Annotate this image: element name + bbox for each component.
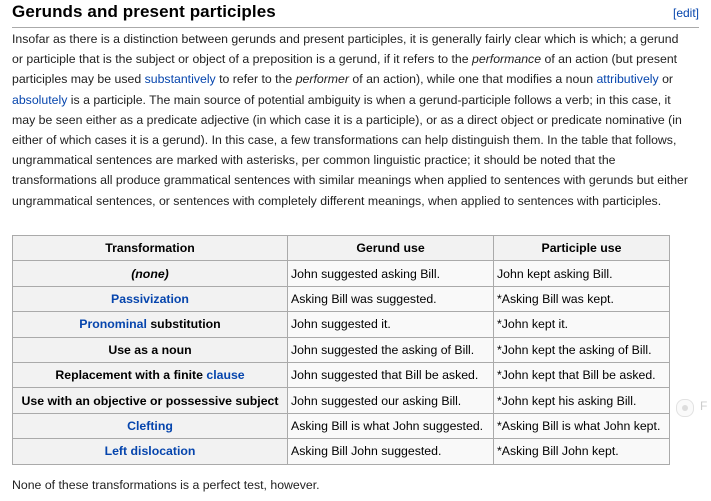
table-row: [13, 286, 670, 311]
link-clefting[interactable]: Clefting: [127, 418, 173, 433]
participle-cell: *Asking Bill is what John kept.: [494, 413, 670, 438]
link-substantively[interactable]: substantively: [144, 72, 216, 87]
row-header: [13, 337, 288, 362]
paragraph-text-4: of an action), while one that modifies a noun: [349, 72, 597, 87]
row-header: [13, 286, 288, 311]
row-header: [13, 388, 288, 413]
row-header: [13, 362, 288, 387]
gerund-cell: Asking Bill John suggested.: [288, 439, 494, 464]
gerund-cell: Asking Bill is what John suggested.: [288, 413, 494, 438]
row-header: [13, 312, 288, 337]
link-attributively[interactable]: attributively: [596, 72, 659, 87]
row-header-text: Use as a noun: [108, 342, 192, 357]
section-heading: Gerunds and present participles: [12, 2, 276, 21]
table-row: [13, 312, 670, 337]
gerund-cell: John suggested our asking Bill.: [288, 388, 494, 413]
participle-cell: *Asking Bill was kept.: [494, 286, 670, 311]
paragraph-text-2: of an action (but present participles may be used: [12, 52, 678, 87]
participle-cell: *John kept that Bill be asked.: [494, 362, 670, 387]
table-row: [13, 261, 670, 286]
paragraph-italic-performance: performance: [472, 52, 542, 67]
header-transformation: Transformation: [13, 236, 288, 261]
table-header-row: [13, 236, 670, 261]
transformations-table: [12, 235, 670, 465]
paragraph-text-3: to refer to the: [215, 72, 296, 87]
paragraph-text-1: Insofar as there is a distinction between gerunds and present participles, it is generally fairly clear which is which; a gerund or participle that is the subject or object of a preposition is a gerund, if it refers to the: [12, 32, 679, 67]
header-participle-use: Participle use: [494, 236, 670, 261]
table-row: [13, 413, 670, 438]
participle-cell: *John kept it.: [494, 312, 670, 337]
table-row: [13, 439, 670, 464]
section-heading-row: [12, 0, 699, 28]
paragraph-text-5: or: [658, 72, 674, 87]
table-row: [13, 337, 670, 362]
row-header: [13, 261, 288, 286]
edge-glyph: F: [700, 399, 708, 413]
row-header-text: Replacement with a finite: [55, 368, 207, 383]
footer-note: None of these transformations is a perfect test, however.: [12, 478, 320, 492]
gerund-cell: Asking Bill was suggested.: [288, 286, 494, 311]
gerund-cell: John suggested that Bill be asked.: [288, 362, 494, 387]
row-header: [13, 439, 288, 464]
link-absolutely[interactable]: absolutely: [12, 92, 68, 107]
intro-paragraph: [12, 29, 692, 211]
row-header-text: Use with an objective or possessive subject: [21, 393, 279, 408]
row-header-italic: (none): [131, 266, 169, 281]
gerund-cell: John suggested it.: [288, 312, 494, 337]
participle-cell: John kept asking Bill.: [494, 261, 670, 286]
link-clause[interactable]: clause: [206, 368, 245, 383]
overlay-circle-icon[interactable]: [676, 399, 694, 417]
paragraph-italic-performer: performer: [295, 72, 349, 87]
row-header-text: substitution: [146, 317, 221, 332]
table-row: [13, 362, 670, 387]
link-passivization[interactable]: Passivization: [111, 291, 189, 306]
link-pronominal[interactable]: Pronominal: [79, 317, 147, 332]
participle-cell: *John kept his asking Bill.: [494, 388, 670, 413]
row-header: [13, 413, 288, 438]
table-row: [13, 388, 670, 413]
gerund-cell: John suggested asking Bill.: [288, 261, 494, 286]
header-gerund-use: Gerund use: [288, 236, 494, 261]
edit-link[interactable]: [edit]: [672, 6, 699, 20]
link-left-dislocation[interactable]: Left dislocation: [104, 444, 196, 459]
paragraph-text-6: is a participle. The main source of potential ambiguity is when a gerund-participle follows a verb; in this case, it may be seen either as a predicate adjective (in which case it is a participle), or as a direct object or predicate nominative (in either of which cases it is a gerund). In this case, a few transformations can help distinguish them. In the table that follows, ungrammatical sentences are marked with asterisks, per common linguistic practice; it should be noted that the transformations all produce grammatical sentences with similar meanings when applied to sentences with gerunds but either ungrammatical sentences, or sentences with completely different meanings, when applied to sentences with participles.: [12, 92, 688, 208]
gerund-cell: John suggested the asking of Bill.: [288, 337, 494, 362]
participle-cell: *John kept the asking of Bill.: [494, 337, 670, 362]
participle-cell: *Asking Bill John kept.: [494, 439, 670, 464]
